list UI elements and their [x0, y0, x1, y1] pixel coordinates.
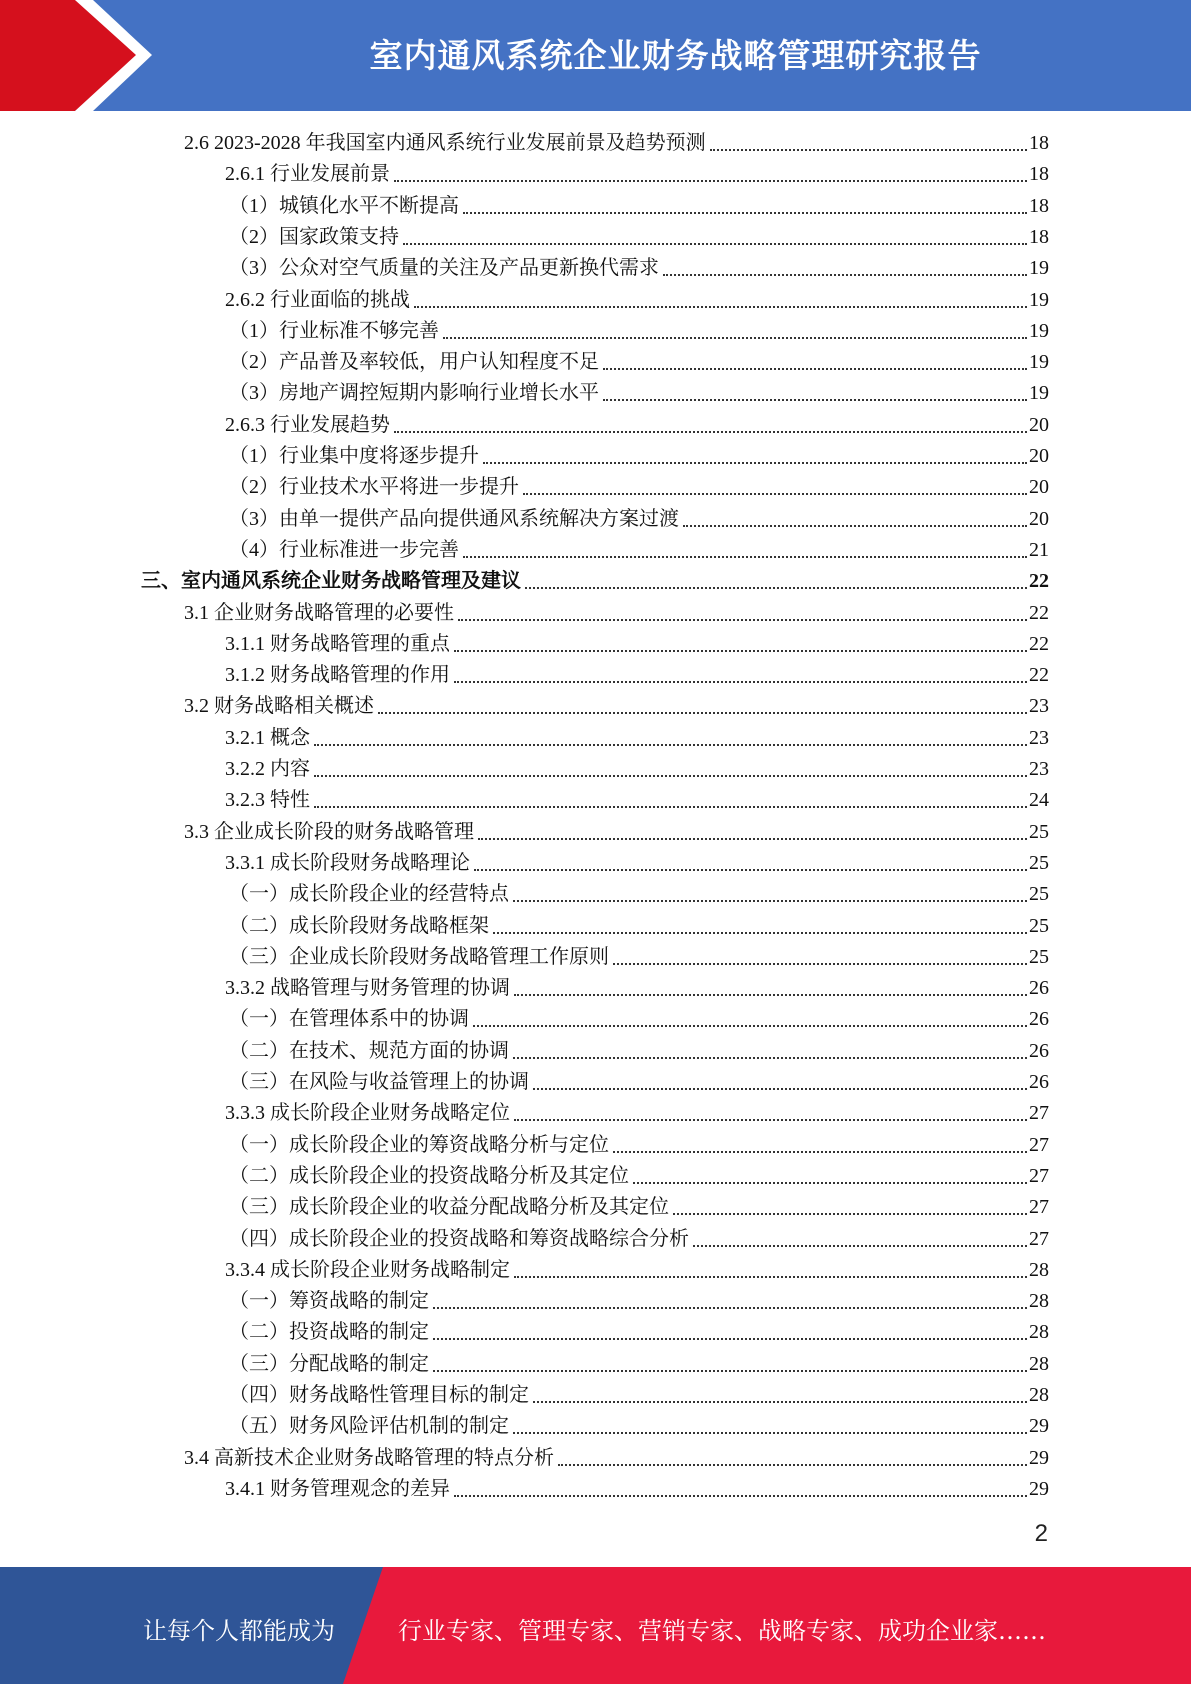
- toc-entry[interactable]: [225, 1098, 1049, 1129]
- toc-dot-leader: [603, 368, 1027, 370]
- toc-entry[interactable]: [229, 378, 1049, 409]
- toc-entry-label: （一）成长阶段企业的筹资战略分析与定位: [229, 1134, 609, 1156]
- toc-entry[interactable]: [225, 410, 1049, 441]
- toc-entry-label: （3）房地产调控短期内影响行业增长水平: [229, 382, 599, 404]
- toc-dot-leader: [474, 869, 1027, 871]
- toc-dot-leader: [513, 1057, 1027, 1059]
- footer-slogan-left: 让每个人都能成为: [143, 1617, 335, 1645]
- toc-dot-leader: [513, 1432, 1027, 1434]
- footer-slogan-right: 行业专家、管理专家、营销专家、战略专家、成功企业家……: [398, 1617, 1046, 1645]
- toc-dot-leader: [473, 1025, 1027, 1027]
- toc-entry[interactable]: [229, 879, 1049, 910]
- toc-dot-leader: [433, 1307, 1027, 1309]
- toc-dot-leader: [514, 1276, 1027, 1278]
- toc-entry-label: （四）财务战略性管理目标的制定: [229, 1384, 529, 1406]
- toc-entry-label: （三）企业成长阶段财务战略管理工作原则: [229, 946, 609, 968]
- toc-entry[interactable]: [229, 316, 1049, 347]
- toc-dot-leader: [613, 1151, 1027, 1153]
- toc-entry-label: 3.3.2 战略管理与财务管理的协调: [225, 977, 510, 999]
- toc-entry[interactable]: [225, 848, 1049, 879]
- toc-entry[interactable]: [229, 504, 1049, 535]
- toc-dot-leader: [710, 149, 1027, 151]
- toc-dot-leader: [514, 1119, 1027, 1121]
- toc-dot-leader: [463, 556, 1027, 558]
- toc-dot-leader: [478, 838, 1027, 840]
- toc-entry-label: （一）筹资战略的制定: [229, 1290, 429, 1312]
- toc-entry-page: 26: [1029, 1040, 1049, 1062]
- toc-entry[interactable]: [229, 191, 1049, 222]
- toc-dot-leader: [633, 1182, 1027, 1184]
- toc-dot-leader: [433, 1370, 1027, 1372]
- toc-entry-label: （三）在风险与收益管理上的协调: [229, 1071, 529, 1093]
- toc-entry[interactable]: [141, 566, 1049, 597]
- toc-dot-leader: [458, 619, 1027, 621]
- toc-entry[interactable]: [229, 1192, 1049, 1223]
- toc-dot-leader: [314, 744, 1027, 746]
- toc-entry-page: 25: [1029, 821, 1049, 843]
- toc-entry[interactable]: [229, 347, 1049, 378]
- toc-entry-label: （一）成长阶段企业的经营特点: [229, 883, 509, 905]
- toc-entry-label: （二）投资战略的制定: [229, 1321, 429, 1343]
- toc-entry-page: 20: [1029, 414, 1049, 436]
- toc-entry[interactable]: [184, 128, 1049, 159]
- toc-entry-label: 3.1.1 财务战略管理的重点: [225, 633, 450, 655]
- toc-entry-page: 27: [1029, 1165, 1049, 1187]
- toc-entry-page: 20: [1029, 476, 1049, 498]
- toc-entry[interactable]: [225, 1255, 1049, 1286]
- toc-dot-leader: [613, 963, 1027, 965]
- toc-entry[interactable]: [225, 1474, 1049, 1505]
- toc-entry-label: （4）行业标准进一步完善: [229, 539, 459, 561]
- page-footer: [0, 1567, 1191, 1684]
- toc-entry[interactable]: [225, 660, 1049, 691]
- toc-dot-leader: [533, 1401, 1027, 1403]
- toc-entry[interactable]: [229, 1161, 1049, 1192]
- toc-entry-label: （2）行业技术水平将进一步提升: [229, 476, 519, 498]
- toc-entry-label: 3.3 企业成长阶段的财务战略管理: [184, 821, 474, 843]
- toc-entry-page: 18: [1029, 226, 1049, 248]
- toc-entry-page: 21: [1029, 539, 1049, 561]
- toc-dot-leader: [454, 650, 1027, 652]
- toc-entry-page: 20: [1029, 445, 1049, 467]
- toc-entry-label: 3.2 财务战略相关概述: [184, 695, 374, 717]
- toc-dot-leader: [394, 431, 1027, 433]
- toc-entry-label: （1）行业标准不够完善: [229, 320, 439, 342]
- toc-entry-page: 28: [1029, 1290, 1049, 1312]
- toc-dot-leader: [433, 1338, 1027, 1340]
- toc-entry-label: 3.2.2 内容: [225, 758, 310, 780]
- toc-entry-label: （3）由单一提供产品向提供通风系统解决方案过渡: [229, 508, 679, 530]
- toc-entry-label: 2.6.3 行业发展趋势: [225, 414, 390, 436]
- toc-entry-label: 2.6 2023-2028 年我国室内通风系统行业发展前景及趋势预测: [184, 132, 706, 154]
- toc-entry-page: 25: [1029, 852, 1049, 874]
- toc-entry-label: 3.2.1 概念: [225, 727, 310, 749]
- toc-entry[interactable]: [229, 1380, 1049, 1411]
- toc-entry[interactable]: [184, 1443, 1049, 1474]
- toc-entry-page: 23: [1029, 727, 1049, 749]
- toc-dot-leader: [394, 180, 1027, 182]
- toc-entry-page: 19: [1029, 257, 1049, 279]
- toc-entry-page: 18: [1029, 132, 1049, 154]
- toc-entry[interactable]: [229, 253, 1049, 284]
- toc-entry-page: 28: [1029, 1321, 1049, 1343]
- toc-dot-leader: [378, 712, 1027, 714]
- toc-dot-leader: [533, 1088, 1027, 1090]
- toc-entry-page: 29: [1029, 1478, 1049, 1500]
- toc-entry-label: （2）国家政策支持: [229, 226, 399, 248]
- toc-dot-leader: [314, 775, 1027, 777]
- toc-entry-label: （三）分配战略的制定: [229, 1353, 429, 1375]
- toc-entry-label: 2.6.1 行业发展前景: [225, 163, 390, 185]
- toc-entry-page: 28: [1029, 1259, 1049, 1281]
- toc-entry-page: 28: [1029, 1384, 1049, 1406]
- toc-entry[interactable]: [225, 785, 1049, 816]
- toc-entry-page: 19: [1029, 382, 1049, 404]
- page-number: 2: [1034, 1520, 1048, 1547]
- toc-entry-page: 26: [1029, 1008, 1049, 1030]
- toc-entry-label: （3）公众对空气质量的关注及产品更新换代需求: [229, 257, 659, 279]
- toc-entry-page: 23: [1029, 695, 1049, 717]
- toc-entry-label: （二）成长阶段财务战略框架: [229, 915, 489, 937]
- toc-entry-page: 29: [1029, 1415, 1049, 1437]
- toc-entry-page: 22: [1029, 633, 1049, 655]
- toc-dot-leader: [443, 337, 1027, 339]
- toc-entry-page: 25: [1029, 883, 1049, 905]
- toc-entry-page: 24: [1029, 789, 1049, 811]
- toc-dot-leader: [403, 243, 1027, 245]
- toc-entry-label: 3.1 企业财务战略管理的必要性: [184, 602, 454, 624]
- toc-entry[interactable]: [229, 1004, 1049, 1035]
- toc-entry[interactable]: [225, 159, 1049, 190]
- toc-entry-page: 25: [1029, 915, 1049, 937]
- toc-entry[interactable]: [229, 472, 1049, 503]
- toc-entry-label: 3.1.2 财务战略管理的作用: [225, 664, 450, 686]
- toc-entry-page: 19: [1029, 351, 1049, 373]
- toc-entry[interactable]: [225, 723, 1049, 754]
- toc-dot-leader: [454, 681, 1027, 683]
- toc-dot-leader: [414, 306, 1027, 308]
- toc-entry-page: 23: [1029, 758, 1049, 780]
- toc-entry-label: 2.6.2 行业面临的挑战: [225, 289, 410, 311]
- toc-entry-page: 28: [1029, 1353, 1049, 1375]
- toc-entry-label: 3.4 高新技术企业财务战略管理的特点分析: [184, 1447, 554, 1469]
- toc-entry-page: 27: [1029, 1196, 1049, 1218]
- toc-dot-leader: [673, 1213, 1027, 1215]
- toc-entry[interactable]: [229, 1036, 1049, 1067]
- toc-entry[interactable]: [229, 1067, 1049, 1098]
- toc-entry[interactable]: [229, 1411, 1049, 1442]
- toc-entry[interactable]: [229, 222, 1049, 253]
- toc-entry[interactable]: [229, 1349, 1049, 1380]
- toc-entry-page: 22: [1029, 664, 1049, 686]
- toc-dot-leader: [514, 994, 1027, 996]
- toc-entry[interactable]: [229, 1224, 1049, 1255]
- toc-entry[interactable]: [229, 1317, 1049, 1348]
- toc-entry-page: 22: [1029, 570, 1049, 592]
- toc-entry-label: （二）在技术、规范方面的协调: [229, 1040, 509, 1062]
- toc-dot-leader: [693, 1245, 1027, 1247]
- toc-entry-label: 3.3.1 成长阶段财务战略理论: [225, 852, 470, 874]
- toc-dot-leader: [493, 932, 1027, 934]
- toc-entry-label: （三）成长阶段企业的收益分配战略分析及其定位: [229, 1196, 669, 1218]
- toc-entry-label: （1）城镇化水平不断提高: [229, 195, 459, 217]
- toc-entry-label: （1）行业集中度将逐步提升: [229, 445, 479, 467]
- toc-entry-label: 3.3.3 成长阶段企业财务战略定位: [225, 1102, 510, 1124]
- toc-entry-label: （二）成长阶段企业的投资战略分析及其定位: [229, 1165, 629, 1187]
- toc-entry-page: 26: [1029, 977, 1049, 999]
- report-title: 室内通风系统企业财务战略管理研究报告: [369, 36, 982, 75]
- toc-entry[interactable]: [225, 629, 1049, 660]
- toc-entry-label: （2）产品普及率较低，用户认知程度不足: [229, 351, 599, 373]
- toc-entry[interactable]: [184, 598, 1049, 629]
- toc-entry[interactable]: [229, 441, 1049, 472]
- toc-entry[interactable]: [184, 817, 1049, 848]
- toc-entry-label: 三、室内通风系统企业财务战略管理及建议: [141, 570, 521, 592]
- toc-entry-page: 19: [1029, 320, 1049, 342]
- toc-dot-leader: [663, 274, 1027, 276]
- toc-entry-label: 3.2.3 特性: [225, 789, 310, 811]
- toc-entry-page: 18: [1029, 195, 1049, 217]
- toc-entry-label: （五）财务风险评估机制的制定: [229, 1415, 509, 1437]
- toc-dot-leader: [558, 1464, 1027, 1466]
- toc-dot-leader: [523, 493, 1027, 495]
- toc-dot-leader: [525, 587, 1027, 589]
- toc-entry-page: 18: [1029, 163, 1049, 185]
- toc-entry-page: 27: [1029, 1102, 1049, 1124]
- toc-dot-leader: [683, 525, 1027, 527]
- toc-entry-label: 3.3.4 成长阶段企业财务战略制定: [225, 1259, 510, 1281]
- toc-dot-leader: [454, 1495, 1027, 1497]
- toc-entry[interactable]: [184, 691, 1049, 722]
- toc-entry-label: （一）在管理体系中的协调: [229, 1008, 469, 1030]
- toc-entry-label: 3.4.1 财务管理观念的差异: [225, 1478, 450, 1500]
- toc-dot-leader: [513, 900, 1027, 902]
- toc-entry-page: 19: [1029, 289, 1049, 311]
- toc-entry[interactable]: [225, 754, 1049, 785]
- toc-entry[interactable]: [229, 942, 1049, 973]
- toc-entry-page: 22: [1029, 602, 1049, 624]
- toc-dot-leader: [483, 462, 1027, 464]
- toc-entry[interactable]: [229, 1130, 1049, 1161]
- toc-entry-page: 20: [1029, 508, 1049, 530]
- toc-entry-page: 26: [1029, 1071, 1049, 1093]
- toc-entry-page: 29: [1029, 1447, 1049, 1469]
- toc-dot-leader: [314, 806, 1027, 808]
- toc-entry[interactable]: [229, 1286, 1049, 1317]
- toc-entry-label: （四）成长阶段企业的投资战略和筹资战略综合分析: [229, 1228, 689, 1250]
- toc-entry[interactable]: [225, 973, 1049, 1004]
- toc-entry-page: 25: [1029, 946, 1049, 968]
- toc-entry[interactable]: [229, 911, 1049, 942]
- toc-dot-leader: [603, 399, 1027, 401]
- toc-entry[interactable]: [225, 285, 1049, 316]
- toc-entry[interactable]: [229, 535, 1049, 566]
- page-header: [0, 0, 1191, 111]
- toc-entry-page: 27: [1029, 1228, 1049, 1250]
- toc-entry-page: 27: [1029, 1134, 1049, 1156]
- toc-dot-leader: [463, 212, 1027, 214]
